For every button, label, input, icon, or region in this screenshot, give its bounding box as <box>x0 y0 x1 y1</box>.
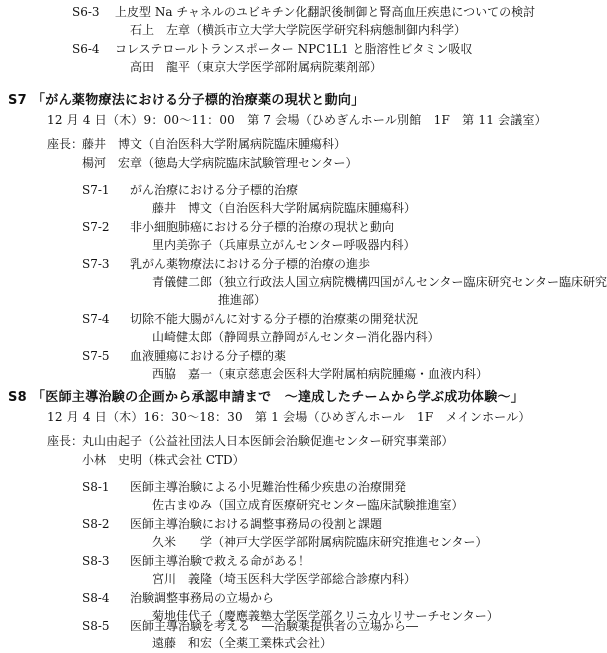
item-speaker-continued: 推進部） <box>218 293 267 307</box>
item-speaker: 宮川 義隆（埼玉医科大学医学部総合診療内科） <box>152 572 417 586</box>
item-title: 治験調整事務局の立場から <box>130 591 275 605</box>
item-code: S6-4 <box>72 42 100 56</box>
item-speaker: 青儀健二郎（独立行政法人国立病院機構四国がんセンター臨床研究センター臨床研究 <box>152 275 607 289</box>
item-title: 切除不能大腸がんに対する分子標的治療薬の開発状況 <box>130 312 419 326</box>
session-id: S8 <box>8 390 28 405</box>
chair-name: 楊河 宏章（徳島大学病院臨床試験管理センター） <box>82 156 358 170</box>
item-title: 上皮型 Na チャネルのユビキチン化翻訳後制御と腎高血圧疾患についての検討 <box>115 5 536 19</box>
item-code: S7-3 <box>82 257 110 271</box>
item-title: がん治療における分子標的治療 <box>130 183 299 197</box>
item-code: S8-1 <box>82 480 110 494</box>
item-title: 医師主導治験を考える ―治験薬提供者の立場から― <box>130 619 419 633</box>
item-title: 血液腫瘍における分子標的薬 <box>130 349 287 363</box>
session-schedule: 12 月 4 日（木）16：30～18：30 第 1 会場（ひめぎんホール 1F メインホール） <box>47 410 531 424</box>
item-speaker: 里内美弥子（兵庫県立がんセンター呼吸器内科） <box>152 238 416 252</box>
item-code: S8-4 <box>82 591 110 605</box>
session-title: 「がん薬物療法における分子標的治療薬の現状と動向」 <box>32 93 365 108</box>
item-speaker: 高田 龍平（東京大学医学部附属病院薬剤部） <box>130 60 383 74</box>
item-speaker: 菊地佳代子（慶應義塾大学医学部クリニカルリサーチセンター） <box>152 609 499 623</box>
item-code: S8-2 <box>82 517 110 531</box>
item-title: 医師主導治験による小児難治性稀少疾患の治療開発 <box>130 480 407 494</box>
item-code: S7-2 <box>82 220 110 234</box>
session-id: S7 <box>8 93 28 108</box>
item-code: S7-5 <box>82 349 110 363</box>
session-schedule: 12 月 4 日（木）9：00～11：00 第 7 会場（ひめぎんホール別館 1F 第 11 会議室） <box>47 113 547 127</box>
item-speaker: 藤井 博文（自治医科大学附属病院臨床腫瘍科） <box>152 201 417 215</box>
item-speaker: 佐古まゆみ（国立成育医療研究センター臨床試験推進室） <box>152 498 464 512</box>
chair-label: 座長： <box>47 434 84 448</box>
item-speaker: 石上 左章（横浜市立大学大学院医学研究科病態制御内科学） <box>130 23 467 37</box>
item-title: 非小細胞肺癌における分子標的治療の現状と動向 <box>130 220 395 234</box>
item-code: S7-4 <box>82 312 110 326</box>
item-title: 乳がん薬物療法における分子標的治療の進歩 <box>130 257 371 271</box>
item-title: コレステロールトランスポーター NPC1L1 と脂溶性ビタミン吸収 <box>115 42 473 56</box>
chair-name: 小林 史明（株式会社 CTD） <box>82 453 245 467</box>
item-title: 医師主導治験で救える命がある！ <box>130 554 311 568</box>
item-speaker: 久米 学（神戸大学医学部附属病院臨床研究推進センター） <box>152 535 488 549</box>
chair-label: 座長： <box>47 137 84 151</box>
item-code: S8-3 <box>82 554 110 568</box>
item-code: S6-3 <box>72 5 100 19</box>
item-speaker: 山崎健太郎（静岡県立静岡がんセンター消化器内科） <box>152 330 440 344</box>
session-title: 「医師主導治験の企画から承認申請まで ～達成したチームから学ぶ成功体験～」 <box>32 390 525 405</box>
chair-name: 藤井 博文（自治医科大学附属病院臨床腫瘍科） <box>82 137 347 151</box>
item-speaker: 遠藤 和宏（全薬工業株式会社） <box>152 636 333 650</box>
item-code: S7-1 <box>82 183 110 197</box>
item-title: 医師主導治験における調整事務局の役割と課題 <box>130 517 383 531</box>
item-speaker: 西脇 嘉一（東京慈恵会医科大学附属柏病院腫瘍・血液内科） <box>152 367 489 381</box>
chair-name: 丸山由起子（公益社団法人日本医師会治験促進センター研究事業部） <box>82 434 454 448</box>
item-code: S8-5 <box>82 619 110 633</box>
